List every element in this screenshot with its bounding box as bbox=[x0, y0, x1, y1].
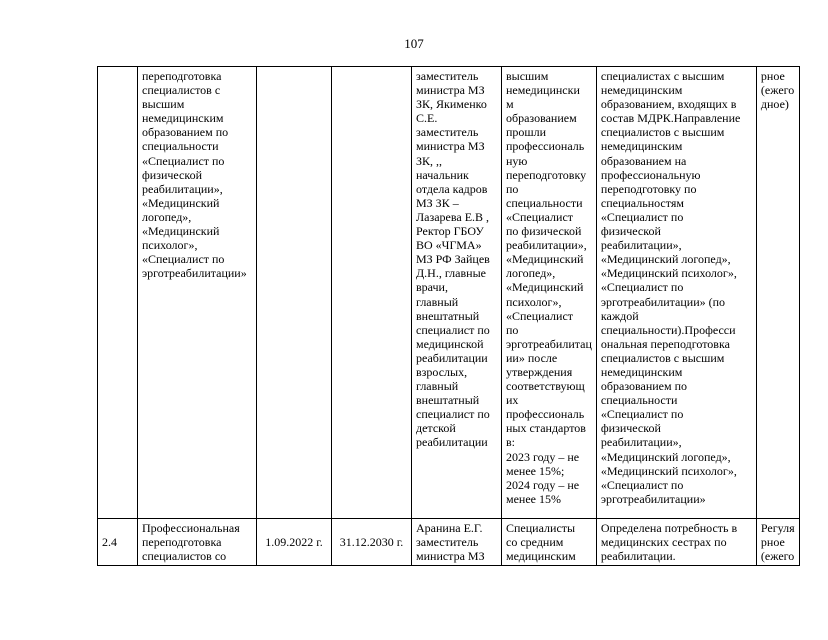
cell-frequency: Регуля рное (ежего bbox=[756, 519, 799, 566]
cell-responsible: Аранина Е.Г. заместитель министра МЗ bbox=[412, 519, 502, 566]
page-number: 107 bbox=[404, 36, 424, 51]
cell-number: 2.4 bbox=[98, 519, 138, 566]
cell-result: Определена потребность в медицинских сестрах по реабилитации. bbox=[596, 519, 756, 566]
table-row bbox=[98, 67, 800, 519]
cell-indicator: высшим немедицински м образованием прошли профессиональ ную переподготовку по специальности «Специалист по физической реабилитации», «Медицинский логопед», «Медицинский психолог», «Специалист по эрготреабилитац ии» после утверждения соответствующ их профессиональ ных стандартов в: 2023 году – не менее 15%; 2024 году – не менее 15% bbox=[502, 67, 597, 519]
table-row bbox=[98, 519, 800, 566]
cell-activity-title: переподготовка специалистов с высшим немедицинским образованием по специальности «Специалист по физической реабилитации», «Медицинский логопед», «Медицинский психолог», «Специалист по эрготреабилитации» bbox=[138, 67, 257, 519]
cell-end-date: 31.12.2030 г. bbox=[332, 519, 412, 566]
cell-start-date: 1.09.2022 г. bbox=[257, 519, 332, 566]
cell-number bbox=[98, 67, 138, 519]
cell-start-date bbox=[257, 67, 332, 519]
cell-frequency: рное (ежего дное) bbox=[756, 67, 799, 519]
plan-table bbox=[97, 66, 800, 566]
cell-end-date bbox=[332, 67, 412, 519]
cell-responsible: заместитель министра МЗ ЗК, Якименко С.Е. заместитель министра МЗ ЗК, ,, начальник отдела кадров МЗ ЗК – Лазарева Е.В , Ректор ГБОУ ВО «ЧГМА» МЗ РФ Зайцев Д.Н., главные врачи, главный внештатный специалист по медицинской реабилитации взрослых, главный внештатный специалист по детской реабилитации bbox=[412, 67, 502, 519]
cell-indicator: Специалисты со средним медицинским bbox=[502, 519, 597, 566]
cell-activity-title: Профессиональная переподготовка специалистов со bbox=[138, 519, 257, 566]
cell-result: специалистах с высшим немедицинским образованием, входящих в состав МДРК.Направление специалистов с высшим немедицинским образованием на профессиональную переподготовку по специальностям «Специалист по физической реабилитации», «Медицинский логопед», «Медицинский психолог», «Специалист по эрготреабилитации» (по каждой специальности).Професси ональная переподготовка специалистов с высшим немедицинским образованием по специальности «Специалист по физической реабилитации», «Медицинский логопед», «Медицинский психолог», «Специалист по эрготреабилитации» bbox=[596, 67, 756, 519]
